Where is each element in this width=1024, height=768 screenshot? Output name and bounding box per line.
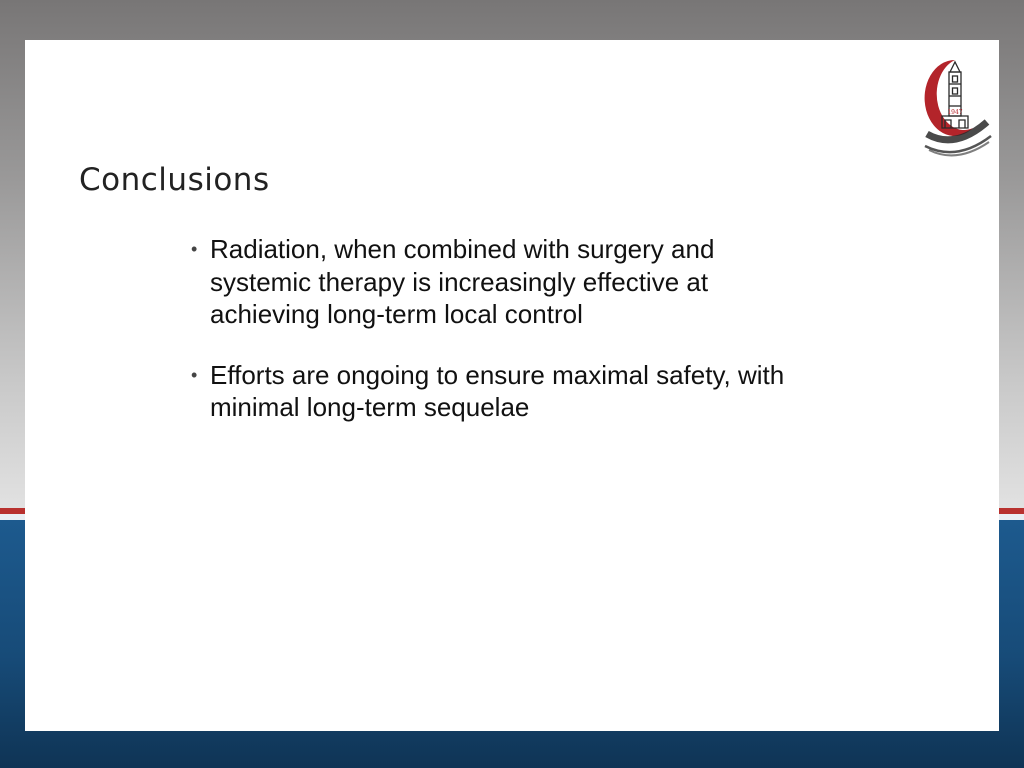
bullet-text: Radiation, when combined with surgery and systemic therapy is increasingly effective at achieving long-term local control xyxy=(210,234,715,329)
bullet-item xyxy=(185,233,785,331)
slide-canvas xyxy=(25,40,999,731)
svg-text:1947: 1947 xyxy=(947,109,963,116)
bullet-marker: • xyxy=(191,239,198,259)
bullet-text: Efforts are ongoing to ensure maximal safety, with minimal long-term sequelae xyxy=(210,359,785,422)
university-crest-icon xyxy=(915,50,995,160)
bullet-marker: • xyxy=(191,364,198,385)
bullet-list xyxy=(185,233,785,424)
bullet-item xyxy=(185,359,785,424)
slide-title: Conclusions xyxy=(79,162,270,198)
